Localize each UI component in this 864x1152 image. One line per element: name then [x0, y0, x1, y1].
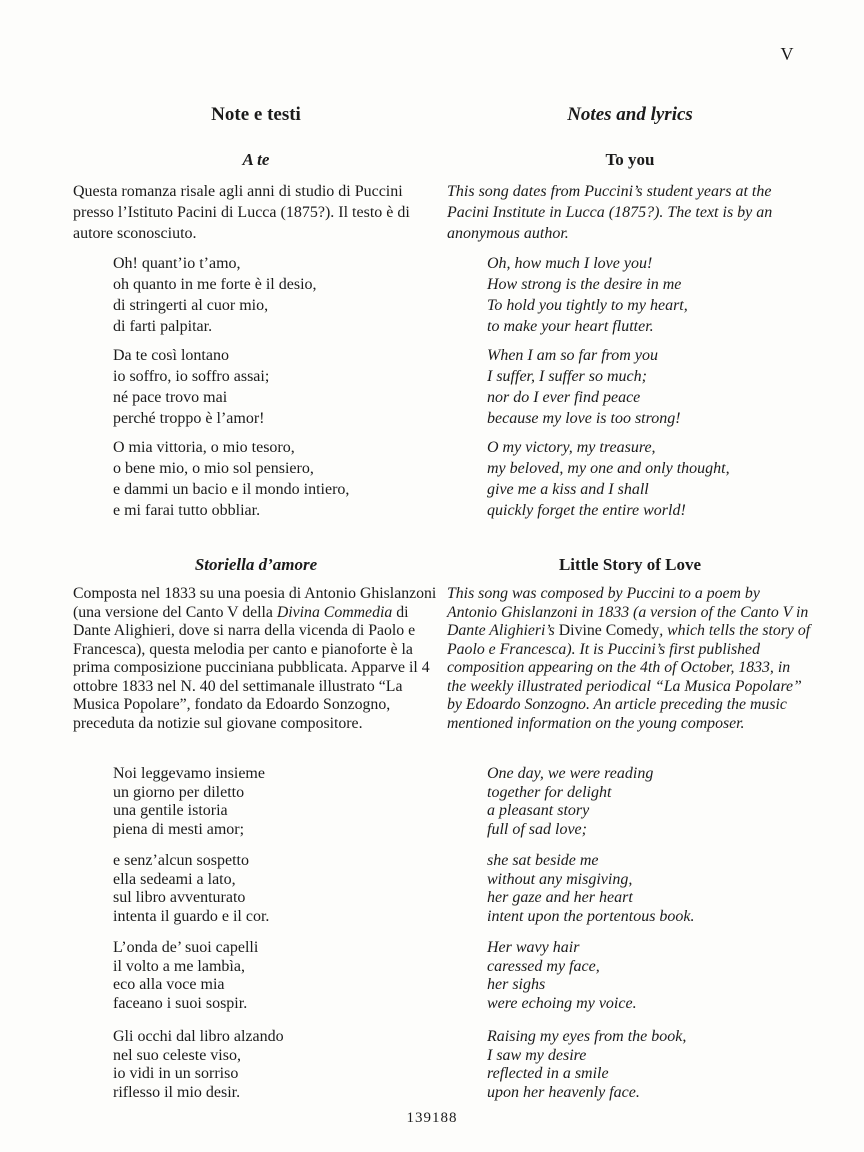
stanza: L’onda de’ suoi capelli il volto a me lambìa, eco alla voce mia faceano i suoi sospir. — [113, 939, 259, 1012]
stanza: O mia vittoria, o mio tesoro, o bene mio, o mio sol pensiero, e dammi un bacio e il mondo intiero, e mi farai tutto obbliar. — [113, 439, 350, 519]
song-title-little-story: Little Story of Love — [558, 555, 702, 574]
stanza: When I am so far from you I suffer, I suffer so much; nor do I ever find peace because my love is too strong! — [487, 347, 681, 427]
stanza: Noi leggevamo insieme un giorno per diletto una gentile istoria piena di mesti amor; — [113, 765, 265, 838]
song-intro-little-story: This song was composed by Puccini to a poem by Antonio Ghislanzoni in 1833 (a version of the Canto V in Dante Alighieri’s Divine Comedy, which tells the story of Paolo e Francesca). It is Puccini’s first published composition appearing on the 4th of October, 1833, in the weekly illustrated periodical “La Musica Popolare” by Edoardo Sonzogno. An article preceding the music mentioned information on the young composer. — [447, 585, 811, 732]
stanza: she sat beside me without any misgiving, her gaze and her heart intent upon the portentous book. — [487, 852, 695, 925]
stanza: Oh! quant’io t’amo, oh quanto in me forte è il desio, di stringerti al cuor mio, di farti palpitar. — [113, 255, 317, 335]
column-title-italian: Note e testi — [211, 104, 301, 125]
song-intro-to-you: This song dates from Puccini’s student years at the Pacini Institute in Lucca (1875?). The text is by an anonymous author. — [447, 183, 773, 242]
stanza: Gli occhi dal libro alzando nel suo celeste viso, io vidi in un sorriso riflesso il mio desir. — [113, 1028, 284, 1101]
song-intro-storiella: Composta nel 1833 su una poesia di Antonio Ghislanzoni (una versione del Canto V della Divina Commedia di Dante Alighieri, dove si narra della vicenda di Paolo e Francesca), questa melodia per canto e pianoforte è la prima composizione pucciniana pubblicata. Apparve il 4 ottobre 1833 nel N. 40 del settimanale illustrato “La Musica Popolare”, fondato da Edoardo Sonzogno, preceduta da notizie sul giovane compositore. — [73, 585, 437, 732]
column-italian — [73, 103, 439, 1102]
song-title-to-you: To you — [605, 150, 655, 169]
column-english — [447, 103, 813, 1102]
song-title-a-te: A te — [242, 150, 270, 169]
section-storiella-damore — [73, 554, 439, 1102]
stanza: Her wavy hair caressed my face, her sighs were echoing my voice. — [487, 939, 637, 1012]
stanza: Da te così lontano io soffro, io soffro assai; né pace trovo mai perché troppo è l’amor! — [113, 347, 270, 427]
section-little-story-of-love — [447, 554, 813, 1102]
stanza: One day, we were reading together for delight a pleasant story full of sad love; — [487, 765, 654, 838]
stanza: Raising my eyes from the book, I saw my desire reflected in a smile upon her heavenly face. — [487, 1028, 687, 1101]
stanza: Oh, how much I love you! How strong is the desire in me To hold you tightly to my heart, to make your heart flutter. — [487, 255, 688, 335]
stanza: O my victory, my treasure, my beloved, my one and only thought, give me a kiss and I shall quickly forget the entire world! — [487, 439, 730, 519]
column-title-english: Notes and lyrics — [567, 104, 693, 125]
plate-number: 139188 — [406, 1110, 458, 1126]
song-intro-a-te: Questa romanza risale agli anni di studio di Puccini presso l’Istituto Pacini di Lucca (1875?). Il testo è di autore sconosciuto. — [73, 183, 410, 242]
song-title-storiella: Storiella d’amore — [194, 555, 318, 574]
section-a-te — [73, 149, 439, 521]
page-number: V — [780, 44, 794, 64]
stanza: e senz’alcun sospetto ella sedeami a lato, sul libro avventurato intenta il guardo e il cor. — [113, 852, 270, 925]
section-to-you — [447, 149, 813, 521]
